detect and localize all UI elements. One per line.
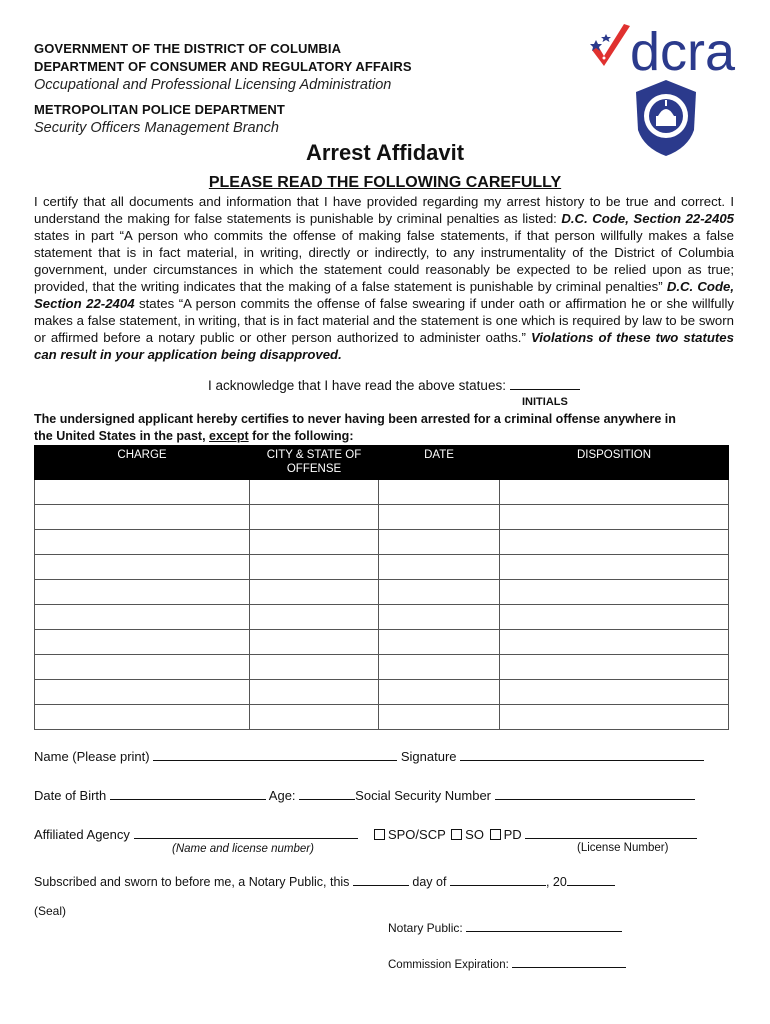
ssn-field[interactable] [495,787,695,800]
cell-city-state[interactable] [250,605,379,630]
cell-disposition[interactable] [500,555,729,580]
cell-date[interactable] [379,555,500,580]
dob-label: Date of Birth [34,788,107,803]
table-row [35,480,729,505]
arrest-history-table [34,445,729,730]
cell-charge[interactable] [35,555,250,580]
notary-text-c: , 20 [545,875,567,889]
notary-text-b: day of [412,875,447,889]
cell-disposition[interactable] [500,480,729,505]
cell-city-state[interactable] [250,680,379,705]
agency-label: Affiliated Agency [34,827,130,842]
cell-charge[interactable] [35,480,250,505]
header-charge: CHARGE [35,446,250,480]
commission-label: Commission Expiration: [388,959,509,971]
cell-date[interactable] [379,530,500,555]
cell-disposition[interactable] [500,705,729,730]
violation-warning: Violations of these two statutes can result in your application being disapproved. [34,330,734,362]
table-row [35,705,729,730]
name-label: Name (Please print) [34,749,150,764]
table-row [35,605,729,630]
initials-label: INITIALS [522,396,568,408]
table-header-row [35,446,729,480]
cell-disposition[interactable] [500,680,729,705]
spo-scp-checkbox[interactable] [374,829,385,840]
cell-date[interactable] [379,655,500,680]
name-field[interactable] [153,748,397,761]
license-number-field[interactable] [525,826,697,839]
cell-charge[interactable] [35,705,250,730]
cell-disposition[interactable] [500,605,729,630]
license-hint: (License Number) [577,842,669,854]
notary-day-field[interactable] [353,873,409,886]
table-row [35,530,729,555]
table-row [35,680,729,705]
cell-city-state[interactable] [250,555,379,580]
cell-date[interactable] [379,505,500,530]
citation-22-2404: D.C. Code, Section 22-2404 [34,279,735,311]
cell-disposition[interactable] [500,630,729,655]
page-subtitle: PLEASE READ THE FOLLOWING CAREFULLY [208,174,562,191]
certify-line-1: The undersigned applicant hereby certifies to never having been arrested for a criminal offense anywhere in [34,412,676,426]
notary-public-field[interactable] [466,919,622,932]
header-government: GOVERNMENT OF THE DISTRICT OF COLUMBIA [34,41,342,56]
notary-public-row [388,919,622,935]
agency-row [34,826,697,842]
cell-city-state[interactable] [250,630,379,655]
header-branch: Security Officers Management Branch [34,120,279,136]
commission-field[interactable] [512,955,626,968]
notary-public-label: Notary Public: [388,921,463,935]
dob-age-ssn-row [34,787,695,803]
cell-charge[interactable] [35,605,250,630]
spo-scp-label: SPO/SCP [387,827,446,842]
page-title: Arrest Affidavit [305,140,465,165]
cell-city-state[interactable] [250,705,379,730]
signature-label: Signature [400,749,457,764]
cell-charge[interactable] [35,580,250,605]
name-signature-row [34,748,704,764]
cell-charge[interactable] [35,630,250,655]
age-field[interactable] [299,787,355,800]
body-text-2: states in part “A person who commits the offense of making false statements, if that person willfully makes a false statement that is in fact material, in writing, directly or indirectly, to any instrumentality of the District of Columbia government, under circumstances in which the statement could reasonably be expected to be relied upon as true; provided, that the writing indicates that the making of a false statement is punishable by criminal penalties” [34,228,734,294]
certify-line-2: the United States in the past, except for the following: [34,429,354,443]
cell-charge[interactable] [35,530,250,555]
notary-month-field[interactable] [450,873,546,886]
table-row [35,580,729,605]
age-label: Age: [268,788,296,803]
initials-field[interactable] [510,377,580,390]
signature-field[interactable] [460,748,704,761]
body-text-3: states “A person commits the offense of false swearing if under oath or affirmation he or she willfully makes a false statement, in writing, that is in fact material and the statement is one which is required by law to be sworn or affirmed before a notary public or other person authorized to administer oaths.” [34,296,734,345]
cell-date[interactable] [379,605,500,630]
cell-city-state[interactable] [250,480,379,505]
cell-date[interactable] [379,580,500,605]
header-block [34,40,554,138]
dob-field[interactable] [110,787,266,800]
cell-charge[interactable] [35,680,250,705]
notary-year-field[interactable] [567,873,615,886]
header-disposition: DISPOSITION [500,446,729,480]
agency-hint: (Name and license number) [172,843,314,855]
cell-date[interactable] [379,630,500,655]
seal-label: (Seal) [34,904,67,918]
cell-city-state[interactable] [250,655,379,680]
so-checkbox[interactable] [451,829,462,840]
except-word: except [209,429,249,443]
so-label: SO [465,827,484,842]
header-police-department: METROPOLITAN POLICE DEPARTMENT [34,102,285,117]
table-row [35,505,729,530]
cell-charge[interactable] [35,655,250,680]
logo-text: dcra [630,22,736,78]
certification-paragraph [34,193,734,363]
acknowledge-label: I acknowledge that I have read the above statues: [208,378,510,393]
body-text-1: I certify that all documents and information that I have provided regarding my arrest history to be true and correct. I understand the making for false statements is punishable by criminal penalties as listed: [34,194,734,226]
table-body [35,480,729,730]
table-row [35,630,729,655]
cell-disposition[interactable] [500,505,729,530]
header-department: DEPARTMENT OF CONSUMER AND REGULATORY AFFAIRS [34,59,412,74]
cell-date[interactable] [379,680,500,705]
header-date: DATE [379,446,500,480]
cell-disposition[interactable] [500,530,729,555]
pd-label: PD [503,827,522,842]
certify-statement [34,411,684,445]
dcra-wordmark-icon [590,18,750,78]
ssn-label: Social Security Number [355,788,491,803]
dcra-logo [590,18,750,143]
cell-charge[interactable] [35,505,250,530]
agency-field[interactable] [134,826,358,839]
cell-date[interactable] [379,705,500,730]
citation-22-2405: D.C. Code, Section 22-2405 [561,211,734,226]
acknowledge-line [208,377,580,393]
cell-disposition[interactable] [500,580,729,605]
cell-date[interactable] [379,480,500,505]
table-row [35,555,729,580]
cell-city-state[interactable] [250,505,379,530]
header-city-state: CITY & STATE OF OFFENSE [250,446,379,480]
cell-disposition[interactable] [500,655,729,680]
notary-sworn-row [34,873,615,889]
commission-row [388,955,626,971]
cell-city-state[interactable] [250,580,379,605]
pd-checkbox[interactable] [490,829,501,840]
header-administration: Occupational and Professional Licensing Administration [34,77,392,93]
table-row [35,655,729,680]
cell-city-state[interactable] [250,530,379,555]
notary-text-a: Subscribed and sworn to before me, a Notary Public, this [34,875,350,889]
